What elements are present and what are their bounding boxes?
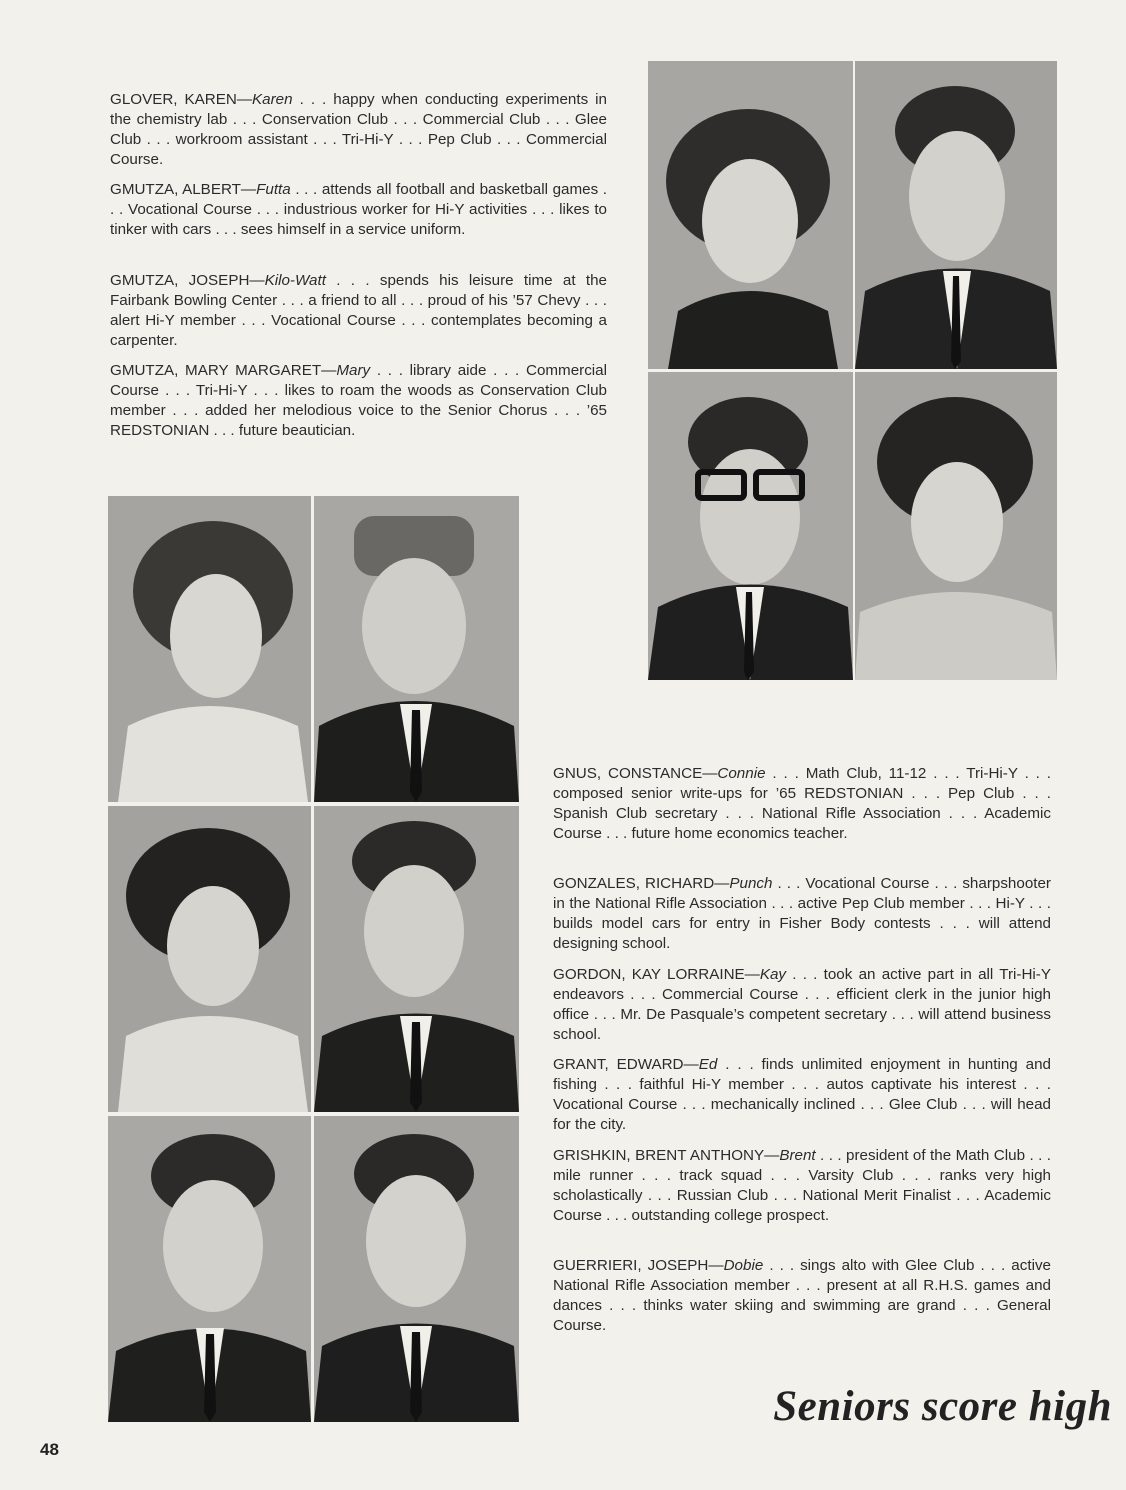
portrait-photo-guerrieri-joseph — [314, 1116, 519, 1422]
portrait-photo-grant-edward — [314, 806, 519, 1112]
portrait-photo-gmutza-joseph — [648, 372, 853, 680]
portrait-photo-gmutza-mary-margaret — [855, 372, 1057, 680]
page-number: 48 — [40, 1440, 59, 1459]
bio-gmutza-albert: GMUTZA, ALBERT—Futta . . . attends all football and basketball games . . . Vocational Course . . . industrious worker for Hi-Y activities . . . likes to tinker with cars . . . sees himself in a service uniform. — [110, 181, 608, 238]
portrait-photo-grishkin-brent-anthony — [108, 1116, 311, 1422]
bio-gordon-kay-lorraine: GORDON, KAY LORRAINE—Kay . . . took an active part in all Tri-Hi-Y endeavors . . . Commercial Course . . . efficient clerk in the junior high office . . . Mr. De Pasquale’s competent secretary . . . will attend business school. — [553, 966, 1051, 1043]
portrait-photo-glover-karen — [648, 61, 853, 369]
portrait-photo-gonzales-richard — [314, 496, 519, 802]
portrait-photo-gmutza-albert — [855, 61, 1057, 369]
portrait-photo-gordon-kay-lorraine — [108, 806, 311, 1112]
bio-guerrieri-joseph: GUERRIERI, JOSEPH—Dobie . . . sings alto with Glee Club . . . active National Rifle Association member . . . present at all R.H.S. games and dances . . . thinks water skiing and swimming are grand . . . General Course. — [553, 1257, 1051, 1334]
bio-gmutza-joseph: GMUTZA, JOSEPH—Kilo-Watt . . . spends his leisure time at the Fairbank Bowling Center . . . a friend to all . . . proud of his ’57 Chevy . . . alert Hi-Y member . . . Vocational Course . . . contemplates becoming a carpenter. — [110, 272, 608, 349]
page-title: Seniors score high — [773, 1383, 1112, 1430]
bio-grant-edward: GRANT, EDWARD—Ed . . . finds unlimited enjoyment in hunting and fishing . . . faithful Hi-Y member . . . autos captivate his interest . . . Vocational Course . . . mechanically inclined . . . Glee Club . . . will head for the city. — [553, 1056, 1051, 1133]
portrait-photo-gnus-constance — [108, 496, 311, 802]
bio-gmutza-mary-margaret: GMUTZA, MARY MARGARET—Mary . . . library aide . . . Commercial Course . . . Tri-Hi-Y . . . likes to roam the woods as Conservation Club member . . . added her melodious voice to the Senior Chorus . . . ’65 REDSTONIAN . . . future beautician. — [110, 362, 607, 439]
bio-grishkin-brent-anthony: GRISHKIN, BRENT ANTHONY—Brent . . . president of the Math Club . . . mile runner . . . track squad . . . Varsity Club . . . ranks very high scholastically . . . Russian Club . . . National Merit Finalist . . . Academic Course . . . outstanding college prospect. — [553, 1147, 1051, 1224]
bio-gnus-constance: GNUS, CONSTANCE—Connie . . . Math Club, 11-12 . . . Tri-Hi-Y . . . composed senior write-ups for ’65 REDSTONIAN . . . Pep Club . . . Spanish Club secretary . . . National Rifle Association . . . Academic Course . . . future home economics teacher. — [553, 765, 1051, 842]
bio-gonzales-richard: GONZALES, RICHARD—Punch . . . Vocational Course . . . sharpshooter in the National Rifle Association . . . active Pep Club member . . . Hi-Y . . . builds model cars for entry in Fisher Body contests . . . will attend designing school. — [553, 875, 1051, 952]
bio-glover-karen: GLOVER, KAREN—Karen . . . happy when conducting experiments in the chemistry lab . . . Conservation Club . . . Commercial Club . . . Glee Club . . . workroom assistant . . . Tri-Hi-Y . . . Pep Club . . . Commercial Course. — [110, 91, 607, 168]
